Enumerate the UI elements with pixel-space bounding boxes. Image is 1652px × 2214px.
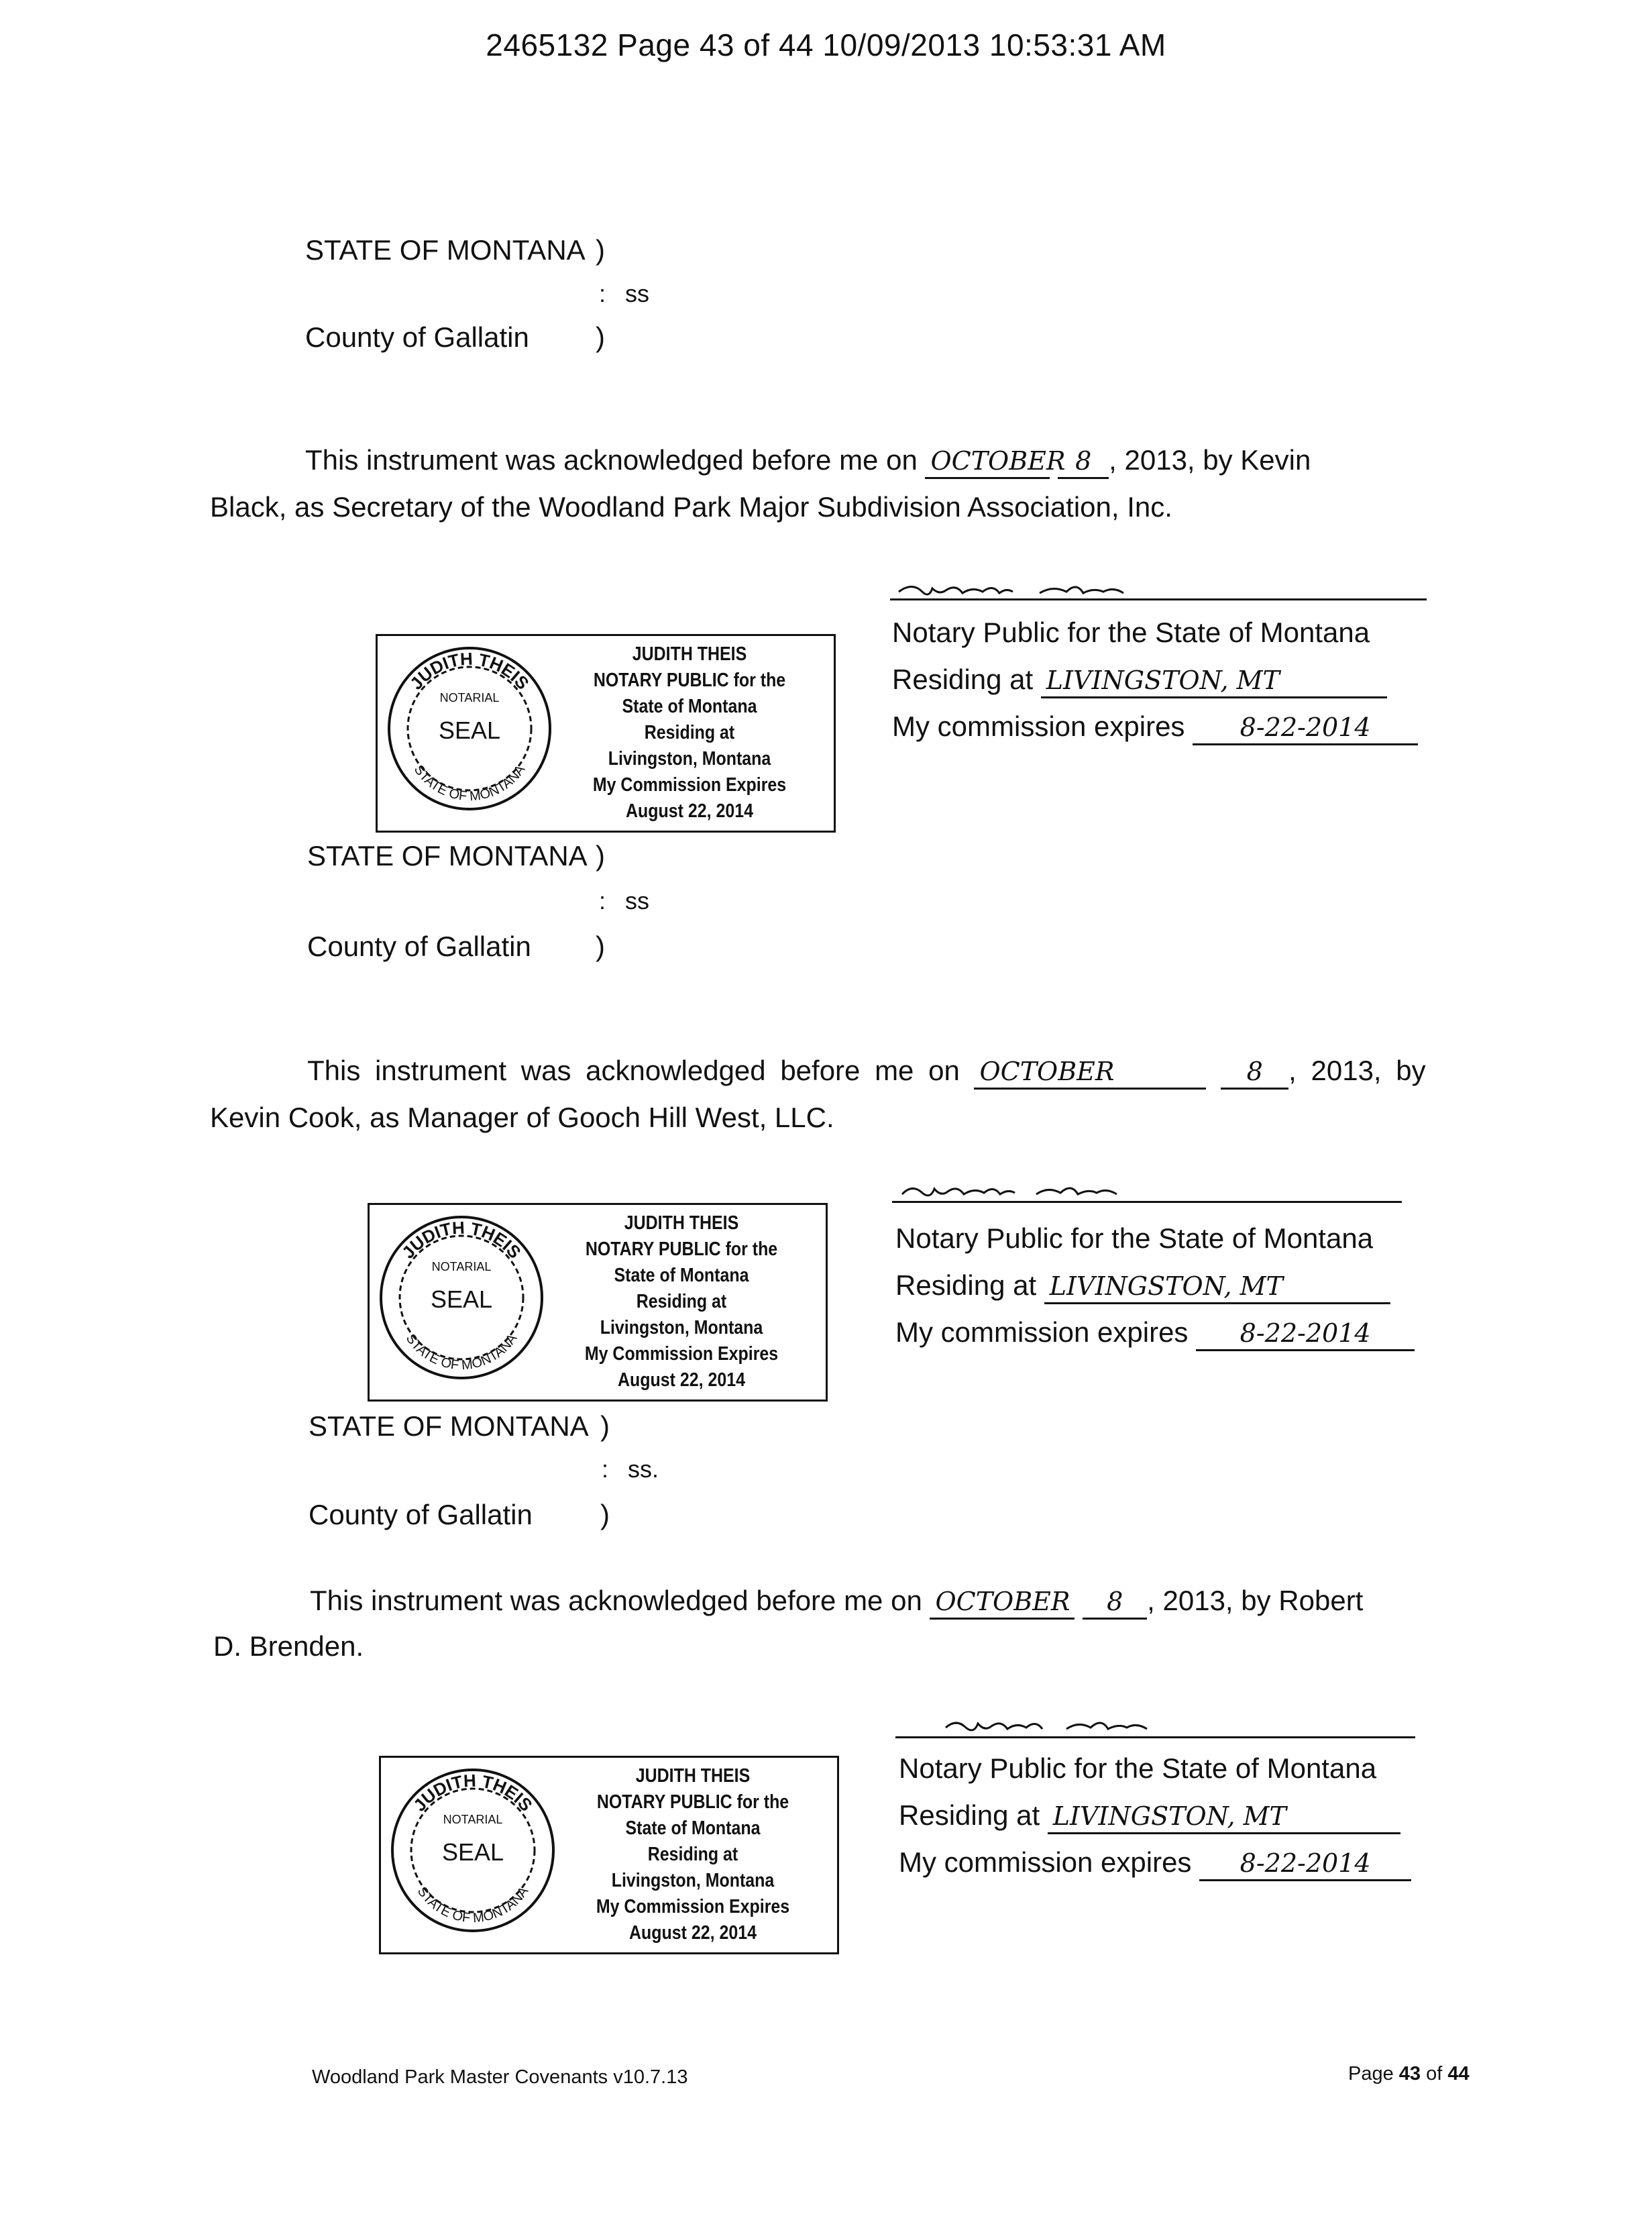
residing-label: Residing at: [892, 664, 1034, 695]
acknowledgment-line-1: [305, 446, 1311, 479]
recording-header: 2465132 Page 43 of 44 10/09/2013 10:53:31 AM: [486, 28, 1166, 62]
stamp-commission: My Commission Expires: [596, 1896, 790, 1917]
handwritten-month: OCTOBER: [930, 1588, 1075, 1620]
svg-text:NOTARIAL: NOTARIAL: [431, 1260, 492, 1273]
stamp-name: JUDITH THEIS: [624, 1212, 739, 1234]
bracket-paren: ): [600, 1499, 610, 1530]
stamp-name: JUDITH THEIS: [632, 643, 747, 665]
stamp-text: [566, 1210, 797, 1393]
bracket-paren: ): [596, 321, 605, 353]
bracket-paren: ): [596, 234, 605, 266]
svg-text:NOTARIAL: NOTARIAL: [439, 691, 500, 704]
acknowledgment-line-1: [310, 1587, 1363, 1620]
notary-seal-icon: [388, 1763, 559, 1938]
commission-row: [899, 1848, 1411, 1881]
residing-label: Residing at: [899, 1799, 1040, 1831]
stamp-city: Livingston, Montana: [600, 1317, 763, 1338]
stamp-text: [574, 641, 805, 825]
acknowledgment-line-2: Kevin Cook, as Manager of Gooch Hill West, LLC.: [210, 1102, 834, 1133]
handwritten-residence: LIVINGSTON, MT: [1041, 667, 1387, 698]
stamp-date: August 22, 2014: [626, 800, 753, 822]
stamp-state: State of Montana: [622, 696, 757, 717]
handwritten-expiry: 8-22-2014: [1196, 1320, 1415, 1351]
ack-text: This instrument was acknowledged before me on: [310, 1585, 922, 1616]
stamp-commission: My Commission Expires: [584, 1343, 779, 1365]
ack-text-after: , 2013, by: [1288, 1055, 1426, 1086]
acknowledgment-line-2: Black, as Secretary of the Woodland Park Major Subdivision Association, Inc.: [210, 491, 1172, 523]
svg-text:SEAL: SEAL: [438, 717, 501, 744]
commission-label: My commission expires: [892, 710, 1185, 742]
acknowledgment-line-1: [307, 1057, 1426, 1090]
bracket-paren: ): [600, 1410, 610, 1442]
notary-seal-icon: [384, 641, 555, 816]
stamp-city: Livingston, Montana: [611, 1870, 775, 1891]
ack-text: This instrument was acknowledged before me on: [305, 444, 918, 476]
stamp-title: NOTARY PUBLIC for the: [585, 1238, 778, 1260]
ack-text: This instrument was acknowledged before me on: [307, 1055, 960, 1086]
handwritten-expiry: 8-22-2014: [1199, 1850, 1411, 1881]
ss-label: ss: [625, 280, 649, 307]
state-of-montana-label: STATE OF MONTANA: [307, 840, 588, 872]
county-label: County of Gallatin: [307, 931, 531, 962]
stamp-state: State of Montana: [614, 1265, 749, 1286]
notary-public-label: Notary Public for the State of Montana: [899, 1752, 1377, 1784]
notary-signature: [939, 1714, 1248, 1741]
acknowledgment-line-2: D. Brenden.: [213, 1630, 364, 1662]
stamp-city: Livingston, Montana: [608, 748, 771, 770]
svg-text:STATE OF MONTANA: STATE OF MONTANA: [402, 1331, 520, 1373]
colon: :: [599, 280, 606, 307]
state-of-montana-label: STATE OF MONTANA: [309, 1410, 589, 1442]
commission-row: [892, 710, 1418, 745]
handwritten-month: OCTOBER: [925, 447, 1050, 479]
stamp-title: NOTARY PUBLIC for the: [593, 670, 786, 691]
footer-document-title: Woodland Park Master Covenants v10.7.13: [312, 2066, 688, 2088]
handwritten-day: 8: [1221, 1058, 1288, 1090]
handwritten-day: 8: [1083, 1588, 1147, 1620]
svg-text:NOTARIAL: NOTARIAL: [443, 1813, 503, 1826]
stamp-residing: Residing at: [644, 722, 735, 743]
svg-text:SEAL: SEAL: [441, 1838, 504, 1866]
notary-signature: [895, 1179, 1231, 1206]
residing-label: Residing at: [895, 1269, 1037, 1301]
colon: :: [602, 1455, 609, 1483]
footer-page-prefix: Page: [1348, 2063, 1399, 2085]
stamp-title: NOTARY PUBLIC for the: [596, 1791, 789, 1813]
notary-stamp: [379, 1756, 839, 1954]
ack-text-after: , 2013, by Robert: [1147, 1585, 1364, 1616]
svg-text:JUDITH THEIS: JUDITH THEIS: [398, 1217, 525, 1263]
stamp-text: [577, 1763, 808, 1946]
notary-seal-icon: [376, 1210, 547, 1385]
bracket-paren: ): [596, 931, 605, 962]
stamp-state: State of Montana: [625, 1817, 761, 1839]
ack-text-after: , 2013, by Kevin: [1109, 444, 1311, 476]
svg-text:STATE OF MONTANA: STATE OF MONTANA: [414, 1884, 532, 1926]
colon: :: [599, 887, 606, 914]
handwritten-residence: LIVINGSTON, MT: [1048, 1803, 1400, 1834]
county-label: County of Gallatin: [305, 321, 529, 353]
stamp-commission: My Commission Expires: [592, 774, 787, 796]
stamp-residing: Residing at: [636, 1291, 727, 1312]
state-of-montana-label: STATE OF MONTANA: [305, 234, 586, 266]
county-label: County of Gallatin: [309, 1499, 533, 1530]
notary-stamp: [368, 1203, 828, 1402]
stamp-name: JUDITH THEIS: [635, 1765, 751, 1787]
notary-public-label: Notary Public for the State of Montana: [892, 617, 1370, 648]
footer-page-mid: of: [1421, 2063, 1448, 2085]
svg-text:STATE OF MONTANA: STATE OF MONTANA: [410, 762, 529, 804]
residing-at-row: [899, 1801, 1400, 1834]
handwritten-day: 8: [1058, 447, 1109, 479]
commission-label: My commission expires: [899, 1846, 1192, 1878]
commission-label: My commission expires: [895, 1316, 1189, 1348]
residing-at-row: [895, 1271, 1390, 1304]
stamp-residing: Residing at: [647, 1844, 738, 1865]
handwritten-month: OCTOBER: [974, 1058, 1206, 1090]
handwritten-residence: LIVINGSTON, MT: [1044, 1273, 1390, 1304]
bracket-paren: ): [596, 840, 605, 872]
residing-at-row: [892, 666, 1387, 698]
svg-text:SEAL: SEAL: [430, 1285, 493, 1313]
svg-text:JUDITH THEIS: JUDITH THEIS: [406, 648, 533, 694]
footer-page-number: [1348, 2063, 1470, 2085]
commission-row: [895, 1318, 1415, 1351]
stamp-date: August 22, 2014: [618, 1369, 745, 1391]
handwritten-expiry: 8-22-2014: [1193, 714, 1418, 745]
stamp-date: August 22, 2014: [629, 1922, 757, 1944]
notary-stamp: [376, 634, 836, 833]
footer-page-current: 43: [1398, 2063, 1421, 2085]
ss-label: ss.: [628, 1455, 659, 1483]
ss-label: ss: [625, 887, 649, 914]
notary-public-label: Notary Public for the State of Montana: [895, 1222, 1374, 1254]
svg-text:JUDITH THEIS: JUDITH THEIS: [409, 1770, 537, 1815]
footer-page-total: 44: [1447, 2063, 1470, 2085]
notary-signature: [892, 578, 1227, 605]
